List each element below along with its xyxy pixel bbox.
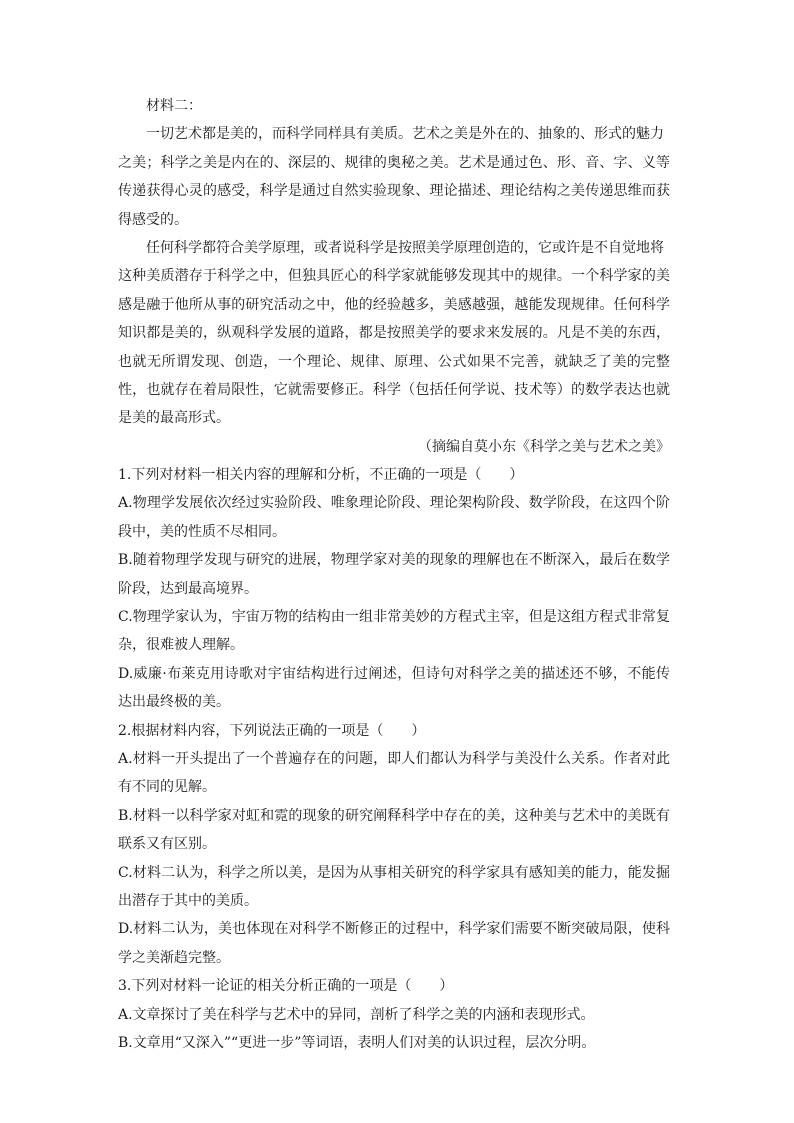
question-2-stem: 2.根据材料内容，下列说法正确的一项是（ ） (118, 722, 426, 739)
question-1-option-a-line-1: A.物理学发展依次经过实验阶段、唯象理论阶段、理论架构阶段、数学阶段，在这四个阶 (118, 495, 670, 512)
question-1-stem: 1.下列对材料一相关内容的理解和分析，不正确的一项是（ ） (118, 467, 524, 484)
question-1-option-a-line-2: 段中，美的性质不尽相同。 (118, 523, 286, 540)
question-3-option-b: B.文章用“又深入”“更进一步”等词语，表明人们对美的认识过程，层次分明。 (118, 1034, 596, 1051)
question-2-option-b-line-2: 联系又有区别。 (118, 836, 216, 853)
question-1-option-c-line-1: C.物理学家认为，宇宙万物的结构由一组非常美妙的方程式主宰，但是这组方程式非常复 (118, 609, 670, 626)
material-heading: 材料二： (146, 98, 202, 114)
question-1-option-b-line-1: B.随着物理学发现与研究的进展，物理学家对美的现象的理解也在不断深入，最后在数学 (118, 552, 670, 569)
paragraph-2-line-5: 也就无所谓发现、创造，一个理论、规律、原理、公式如果不完善，就缺乏了美的完整 (118, 353, 670, 370)
question-1-option-d-line-1: D.威廉·布莱克用诗歌对宇宙结构进行过阐述，但诗句对科学之美的描述还不够，不能传 (118, 665, 670, 682)
question-1-option-b-line-2: 阶段，达到最高境界。 (118, 580, 258, 597)
paragraph-1-line-2: 之美；科学之美是内在的、深层的、规律的奥秘之美。艺术是通过色、形、音、字、义等 (118, 154, 670, 171)
paragraph-1-line-1: 一切艺术都是美的，而科学同样具有美质。艺术之美是外在的、抽象的、形式的魅力 (146, 126, 664, 143)
question-2-option-c-line-2: 出潜存于其中的美质。 (118, 892, 258, 909)
paragraph-2-line-7: 是美的最高形式。 (118, 410, 230, 427)
source-citation: （摘编自莫小东《科学之美与艺术之美》 (418, 438, 670, 455)
question-3-stem: 3.下列对材料一论证的相关分析正确的一项是（ ） (118, 978, 454, 995)
paragraph-2-line-1: 任何科学都符合美学原理，或者说科学是按照美学原理创造的，它或许是不自觉地将 (146, 239, 664, 256)
paragraph-1-line-3: 传递获得心灵的感受，科学是通过自然实验现象、理论描述、理论结构之美传递思维而获 (118, 183, 670, 200)
paragraph-2-line-6: 性，也就存在着局限性，它就需要修正。科学（包括任何学说、技术等）的数学表达也就 (118, 381, 670, 398)
paragraph-2-line-3: 感是融于他所从事的研究活动之中，他的经验越多，美感越强，越能发现规律。任何科学 (118, 296, 670, 313)
paragraph-2-line-2: 这种美质潜存于科学之中，但独具匠心的科学家就能够发现其中的规律。一个科学家的美 (118, 268, 670, 285)
document-page (118, 92, 670, 1057)
question-2-option-d-line-2: 学之美渐趋完整。 (118, 949, 230, 966)
question-2-option-c-line-1: C.材料二认为，科学之所以美，是因为从事相关研究的科学家具有感知美的能力，能发掘 (118, 864, 670, 881)
question-1-option-c-line-2: 杂，很难被人理解。 (118, 637, 244, 654)
question-3-option-a: A.文章探讨了美在科学与艺术中的异同，剖析了科学之美的内涵和表现形式。 (118, 1006, 595, 1023)
question-2-option-a-line-2: 有不同的见解。 (118, 779, 216, 796)
question-2-option-d-line-1: D.材料二认为，美也体现在对科学不断修正的过程中，科学家们需要不断突破局限，使科 (118, 921, 670, 938)
paragraph-1-line-4: 得感受的。 (118, 211, 188, 228)
question-2-option-b-line-1: B.材料一以科学家对虹和霓的现象的研究阐释科学中存在的美，这种美与艺术中的美既有 (118, 807, 670, 824)
question-1-option-d-line-2: 达出最终极的美。 (118, 694, 230, 711)
paragraph-2-line-4: 知识都是美的，纵观科学发展的道路，都是按照美学的要求来发展的。凡是不美的东西， (118, 325, 670, 342)
question-2-option-a-line-1: A.材料一开头提出了一个普遍存在的问题，即人们都认为科学与美没什么关系。作者对此 (118, 750, 670, 767)
